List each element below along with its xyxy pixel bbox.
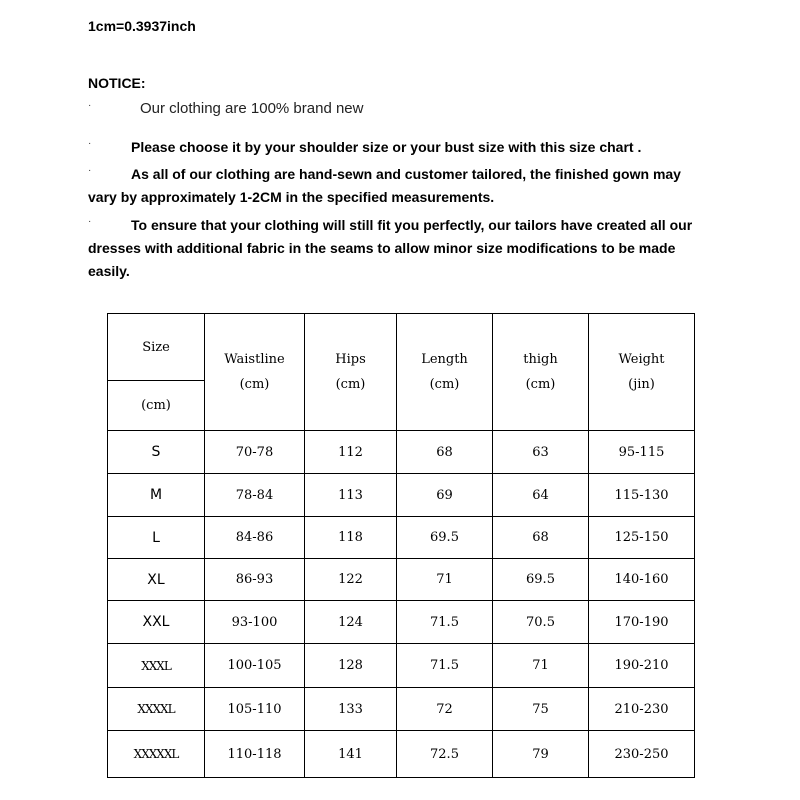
table-row: [108, 644, 695, 688]
header-thigh-unit: (cm): [525, 377, 556, 392]
header-weight: [589, 314, 695, 431]
size-label: XXXXL: [108, 688, 205, 731]
table-row: [108, 431, 695, 474]
length-value: 71.5: [397, 644, 493, 688]
header-row: [108, 314, 695, 381]
hips-value: 133: [305, 688, 397, 731]
header-waistline-unit: (cm): [239, 377, 270, 392]
size-label: XXXL: [108, 644, 205, 688]
bullet-3: ·: [88, 165, 92, 176]
waistline-value: 70-78: [205, 431, 305, 474]
notice-item-4: To ensure that your clothing will still fit you perfectly, our tailors have created all our dresses with additional fabric in the seams to allow minor size modifications to be made easily.: [88, 217, 693, 279]
length-value: 71.5: [397, 601, 493, 644]
header-thigh: [493, 314, 589, 431]
weight-value: 140-160: [589, 559, 695, 601]
thigh-value: 75: [493, 688, 589, 731]
length-value: 71: [397, 559, 493, 601]
table-row: [108, 559, 695, 601]
hips-value: 118: [305, 517, 397, 559]
size-label: XXXXXL: [108, 731, 205, 778]
waistline-value: 110-118: [205, 731, 305, 778]
waistline-value: 100-105: [205, 644, 305, 688]
table-row: [108, 688, 695, 731]
size-header: Size: [108, 314, 205, 381]
table-row: [108, 601, 695, 644]
notice-item-1: Our clothing are 100% brand new: [140, 100, 364, 117]
header-weight-unit: (jin): [628, 377, 655, 392]
hips-value: 122: [305, 559, 397, 601]
weight-value: 125-150: [589, 517, 695, 559]
notice-item-2: Please choose it by your shoulder size or your bust size with this size chart .: [131, 139, 642, 155]
table-row: [108, 731, 695, 778]
size-label: XL: [108, 559, 205, 601]
header-hips-unit: (cm): [335, 377, 366, 392]
header-length-name: Length: [421, 352, 468, 367]
hips-value: 128: [305, 644, 397, 688]
hips-value: 112: [305, 431, 397, 474]
bullet-4: ·: [88, 216, 92, 227]
table-row: [108, 474, 695, 517]
hips-value: 113: [305, 474, 397, 517]
notice-item-3: As all of our clothing are hand-sewn and customer tailored, the finished gown may vary by approximately 1-2CM in the specified measurements.: [88, 166, 681, 205]
length-value: 69.5: [397, 517, 493, 559]
length-value: 72.5: [397, 731, 493, 778]
bullet-1: ·: [88, 100, 92, 111]
table-row: [108, 517, 695, 559]
waistline-value: 93-100: [205, 601, 305, 644]
weight-value: 230-250: [589, 731, 695, 778]
header-weight-name: Weight: [618, 352, 665, 367]
thigh-value: 70.5: [493, 601, 589, 644]
header-waistline-name: Waistline: [224, 352, 285, 367]
thigh-value: 68: [493, 517, 589, 559]
size-label: XXL: [108, 601, 205, 644]
size-label: S: [108, 431, 205, 474]
weight-value: 190-210: [589, 644, 695, 688]
thigh-value: 63: [493, 431, 589, 474]
header-waistline: [205, 314, 305, 431]
waistline-value: 78-84: [205, 474, 305, 517]
length-value: 69: [397, 474, 493, 517]
header-hips-name: Hips: [335, 352, 366, 367]
waistline-value: 105-110: [205, 688, 305, 731]
header-thigh-name: thigh: [523, 352, 558, 367]
size-chart-table: [107, 313, 695, 778]
header-length: [397, 314, 493, 431]
size-unit: (cm): [108, 381, 205, 431]
weight-value: 210-230: [589, 688, 695, 731]
weight-value: 115-130: [589, 474, 695, 517]
length-value: 68: [397, 431, 493, 474]
size-label: M: [108, 474, 205, 517]
bullet-2: ·: [88, 138, 92, 149]
thigh-value: 71: [493, 644, 589, 688]
waistline-value: 86-93: [205, 559, 305, 601]
hips-value: 124: [305, 601, 397, 644]
size-label: L: [108, 517, 205, 559]
weight-value: 95-115: [589, 431, 695, 474]
header-hips: [305, 314, 397, 431]
conversion-note: 1cm=0.3937inch: [88, 18, 196, 34]
thigh-value: 69.5: [493, 559, 589, 601]
header-length-unit: (cm): [429, 377, 460, 392]
notice-title: NOTICE:: [88, 75, 146, 91]
hips-value: 141: [305, 731, 397, 778]
thigh-value: 64: [493, 474, 589, 517]
length-value: 72: [397, 688, 493, 731]
weight-value: 170-190: [589, 601, 695, 644]
thigh-value: 79: [493, 731, 589, 778]
waistline-value: 84-86: [205, 517, 305, 559]
